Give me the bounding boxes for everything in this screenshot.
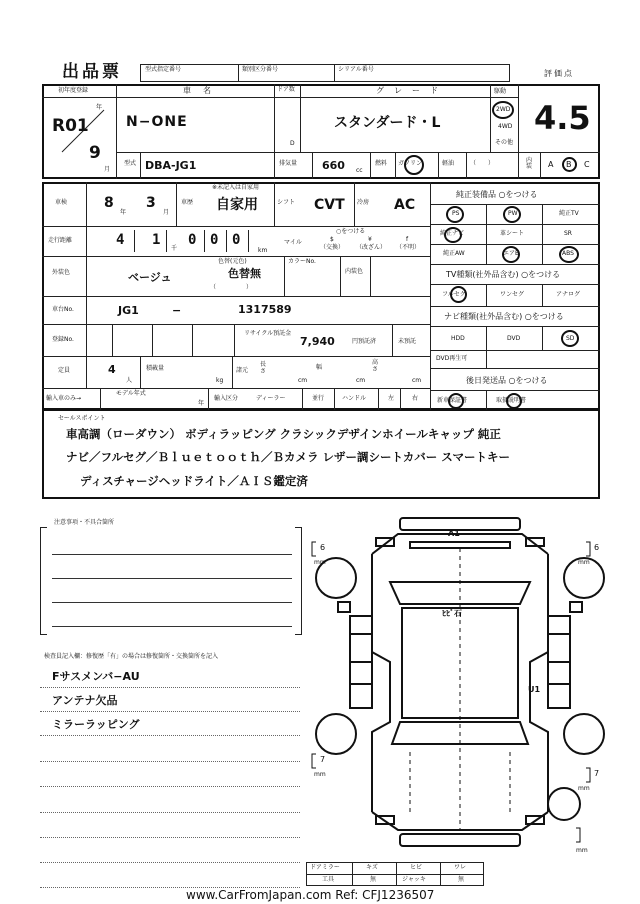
- circle-note: ○をつける: [336, 228, 366, 235]
- front-grille: [410, 542, 510, 548]
- tool-none: 無: [370, 876, 377, 883]
- form-title: 出品票: [62, 62, 122, 82]
- shaken-month: 3: [146, 195, 156, 211]
- tv-analog: アナログ: [556, 291, 581, 298]
- mileage-digit-2: 1: [152, 232, 161, 248]
- registration-label: 登録No.: [52, 336, 74, 343]
- new-car-warranty: 新車保証書: [437, 397, 468, 404]
- meter-exchanged: （交換）: [320, 244, 345, 251]
- meter-modified-symbol: ¥: [368, 236, 372, 243]
- length-label: 長さ: [260, 361, 267, 375]
- notes-label: 注意事項・不具合箇所: [54, 519, 115, 526]
- tool-label: 工具: [322, 876, 335, 883]
- meter-modified: （改ざん）: [356, 244, 387, 251]
- width-unit: cm: [356, 377, 366, 384]
- header-id-row: [140, 64, 510, 82]
- recycle-amount: 7,940: [300, 335, 335, 348]
- dvd-playback: DVD再生可: [436, 355, 468, 362]
- first-reg-year: R01: [52, 116, 89, 136]
- broken-label: ワレ: [454, 864, 467, 871]
- capacity-unit: 人: [126, 377, 133, 384]
- katashiki-value: DBA-JG1: [145, 159, 197, 172]
- navi-circle: [444, 227, 462, 243]
- mileage-digit-3: 0: [188, 232, 197, 248]
- navi-type-title: ナビ種類(社外品含む) ○をつける: [444, 312, 564, 321]
- drive-other: その他: [495, 139, 514, 146]
- right-body-side: [530, 554, 548, 812]
- model-year-label: モデル年式: [116, 390, 146, 397]
- tread-spare-unit: mm: [576, 847, 588, 854]
- katashiki-number-label: 型式指定番号: [145, 66, 182, 73]
- dims-label: 諸元: [236, 367, 249, 374]
- front-right-door: [548, 616, 570, 662]
- score-value: 4.5: [534, 99, 591, 137]
- tread-rear-left: 7: [320, 755, 326, 764]
- notes-bracket: [40, 527, 302, 633]
- interior-label: 内装: [526, 157, 533, 170]
- color-no-label: カラーNo.: [288, 258, 316, 265]
- chassis-prefix: JG1: [118, 304, 139, 317]
- mileage-digit-5: 0: [232, 232, 241, 248]
- capacity-label: 定員: [58, 367, 71, 374]
- tread-fl-unit: mm: [314, 559, 326, 566]
- import-parallel: 並行: [312, 395, 325, 402]
- chassis-number: 1317589: [238, 303, 292, 316]
- sales-point-line-1: 車高調（ローダウン） ボディラッピング クラシックデザインホイールキャップ 純正: [66, 427, 501, 441]
- mileage-thousand: 千: [171, 245, 178, 252]
- shaken-month-unit: 月: [163, 209, 170, 216]
- navi-hdd: HDD: [451, 335, 465, 342]
- displacement-value: 660: [322, 159, 345, 172]
- tread-rl-unit: mm: [314, 771, 326, 778]
- history-label: 車歴: [181, 199, 194, 206]
- sales-point-line-2: ナビ／フルセグ／Ｂｌｕｅｔｏｏｔｈ／Ｂカメラ レザー調シートカバー スマートキー: [66, 450, 510, 464]
- meter-exchanged-symbol: $: [330, 236, 334, 243]
- navi-sd: SD: [566, 335, 575, 342]
- interior-b-circle: [562, 157, 577, 172]
- inspector-note-3: ミラーラッピング: [52, 718, 140, 731]
- equip-pw: PW: [508, 210, 518, 217]
- width-label: 幅: [316, 364, 323, 371]
- import-only-label: 輸入車のみ→: [46, 395, 82, 402]
- model-year-unit: 年: [198, 400, 205, 407]
- mileage-label: 走行距離: [48, 237, 73, 244]
- mile-label: マイル: [284, 239, 302, 246]
- tv-type-title: TV種類(社外品含む) ○をつける: [446, 270, 561, 279]
- manual-circle: [506, 393, 522, 409]
- car-damage-diagram: [310, 512, 620, 862]
- mileage-digit-4: 0: [210, 232, 219, 248]
- ruibetsu-number-label: 類別区分番号: [242, 66, 279, 73]
- import-type-label: 輸入区分: [214, 395, 239, 402]
- displacement-unit: cc: [356, 167, 363, 174]
- scratch-label: キズ: [366, 864, 378, 871]
- jack-label: ジャッキ: [402, 876, 426, 883]
- right-mirror: [570, 602, 582, 612]
- abs-circle: [559, 246, 579, 263]
- import-dealer: ディーラー: [256, 395, 286, 402]
- load-unit: kg: [216, 377, 224, 384]
- equip-title: 純正装備品 ○をつける: [456, 190, 538, 199]
- drive-4wd: 4WD: [498, 123, 513, 130]
- history-value: 自家用: [216, 197, 258, 213]
- damage-mark-stone-chip: ﾋﾋﾞ石: [442, 609, 462, 618]
- fuel-gasoline-circle: [404, 155, 424, 175]
- drive-2wd: 2WD: [496, 106, 511, 113]
- height-label: 高さ: [372, 359, 379, 373]
- displacement-label: 排気量: [279, 160, 298, 167]
- grade-label: グレード: [376, 86, 448, 95]
- inspector-notes-label: 検査員記入欄：修復歴「有」の場合は修復箇所・交換箇所を記入: [44, 653, 219, 660]
- capacity-value: 4: [108, 363, 116, 376]
- first-reg-month: 9: [89, 143, 101, 163]
- handle-left: 左: [388, 395, 395, 402]
- tread-front-right: 6: [594, 543, 600, 552]
- chassis-label: 車台No.: [52, 306, 74, 313]
- sd-circle: [561, 330, 579, 347]
- meter-unknown: （不明）: [396, 244, 421, 251]
- ps-circle: [446, 206, 464, 223]
- tread-fr-unit: mm: [578, 559, 590, 566]
- recycle-deposited: 円預託済: [352, 338, 377, 345]
- drive-2wd-circle: [492, 101, 514, 119]
- handle-right: 右: [412, 395, 419, 402]
- equip-sr: SR: [564, 230, 572, 237]
- meter-unknown-symbol: f: [406, 236, 409, 243]
- spare-wheel: [548, 788, 580, 820]
- door-mirror-label: ドアミラー: [310, 864, 340, 871]
- interior-grade-c: C: [584, 160, 590, 169]
- history-note: ※未記入は自家用: [212, 184, 260, 191]
- shaken-year-unit: 年: [120, 209, 127, 216]
- inspector-note-1: Fサスメンバ−AU: [52, 670, 140, 683]
- windshield: [390, 582, 530, 604]
- inspector-note-2: アンテナ欠品: [52, 694, 118, 707]
- exterior-color-label: 外装色: [52, 269, 71, 276]
- airbag-circle: [502, 246, 520, 263]
- recycle-label: リサイクル預託金: [244, 330, 292, 337]
- fuel-label: 燃料: [375, 160, 388, 167]
- load-label: 積載量: [146, 365, 165, 372]
- recycle-not-deposited: 未預託: [398, 338, 417, 345]
- front-left-door: [350, 616, 372, 662]
- interior-color-label: 内装色: [345, 268, 364, 275]
- rear-left-wheel: [316, 714, 356, 754]
- equip-ps: PS: [452, 210, 460, 217]
- crack-label: ヒビ: [410, 864, 423, 871]
- first-reg-label: 初年度登録: [58, 87, 89, 94]
- rear-right-wheel: [564, 714, 604, 754]
- month-unit: 月: [104, 166, 111, 173]
- shaken-year: 8: [104, 195, 114, 211]
- equip-airbag: エアB: [503, 250, 520, 257]
- tv-fullseg: フルセグ: [442, 291, 466, 298]
- katashiki-label: 型式: [124, 160, 137, 167]
- score-label: 評価点: [544, 69, 574, 78]
- owner-manual: 取扱説明書: [496, 397, 527, 404]
- cooler-value: AC: [394, 197, 416, 213]
- sales-point-line-3: ディスチャージヘッドライト／ＡＩＳ鑑定済: [80, 474, 308, 488]
- footer-reference: www.CarFromJapan.com Ref: CFJ1236507: [186, 888, 435, 902]
- cooler-label: 冷房: [357, 199, 370, 206]
- serial-number-label: シリアル番号: [338, 66, 374, 73]
- rear-bumper: [400, 834, 520, 846]
- later-shipping-title: 後日発送品 ○をつける: [466, 376, 548, 385]
- tv-oneseg: ワンセグ: [500, 291, 525, 298]
- doors-label: ドア数: [277, 86, 295, 93]
- equip-abs: ABS: [562, 250, 574, 257]
- mileage-unit: km: [258, 247, 268, 254]
- mileage-digit-1: 4: [116, 232, 125, 248]
- shift-value: CVT: [314, 197, 345, 213]
- jack-none: 無: [458, 876, 465, 883]
- left-mirror: [338, 602, 350, 612]
- pw-circle: [503, 206, 521, 223]
- shift-label: シフト: [277, 199, 296, 206]
- color-change-label: 色替(元色): [218, 258, 247, 265]
- interior-grade-b: B: [566, 160, 572, 169]
- height-unit: cm: [412, 377, 422, 384]
- damage-mark-a1: A1: [448, 529, 460, 538]
- fuel-diesel: 軽油: [442, 160, 455, 167]
- equip-tv: 純正TV: [559, 210, 579, 217]
- handle-label: ハンドル: [342, 395, 367, 402]
- color-change-original: （ ）: [210, 284, 253, 291]
- model-name-label: 車名: [183, 86, 223, 95]
- tread-rr-unit: mm: [578, 785, 590, 792]
- left-body-side: [372, 554, 390, 812]
- damage-mark-u1: U1: [528, 685, 541, 694]
- navi-dvd: DVD: [507, 335, 521, 342]
- equip-leather: 革シート: [500, 230, 525, 237]
- doors-value: D: [290, 140, 295, 147]
- equip-navi: 純正ナビ: [440, 230, 465, 237]
- model-name: N−ONE: [126, 114, 188, 130]
- shaken-label: 車検: [55, 199, 68, 206]
- sales-points-label: セールスポイント: [58, 415, 106, 422]
- tread-front-left: 6: [320, 543, 326, 552]
- fuel-other: （ ）: [470, 160, 495, 167]
- interior-grade-a: A: [548, 160, 554, 169]
- length-unit: cm: [298, 377, 308, 384]
- color-change-value: 色替無: [228, 267, 261, 280]
- fullseg-circle: [450, 286, 467, 303]
- tread-rear-right: 7: [594, 769, 600, 778]
- drive-label: 駆動: [494, 88, 507, 95]
- fuel-gasoline: ガソリン: [398, 160, 423, 167]
- front-bumper: [400, 518, 520, 530]
- chassis-dash: −: [172, 304, 182, 317]
- equip-aw: 純正AW: [443, 250, 465, 257]
- year-unit: 年: [96, 104, 103, 111]
- grade-value: スタンダード・L: [334, 115, 441, 131]
- warranty-circle: [448, 393, 464, 409]
- exterior-color-value: ベージュ: [128, 271, 172, 284]
